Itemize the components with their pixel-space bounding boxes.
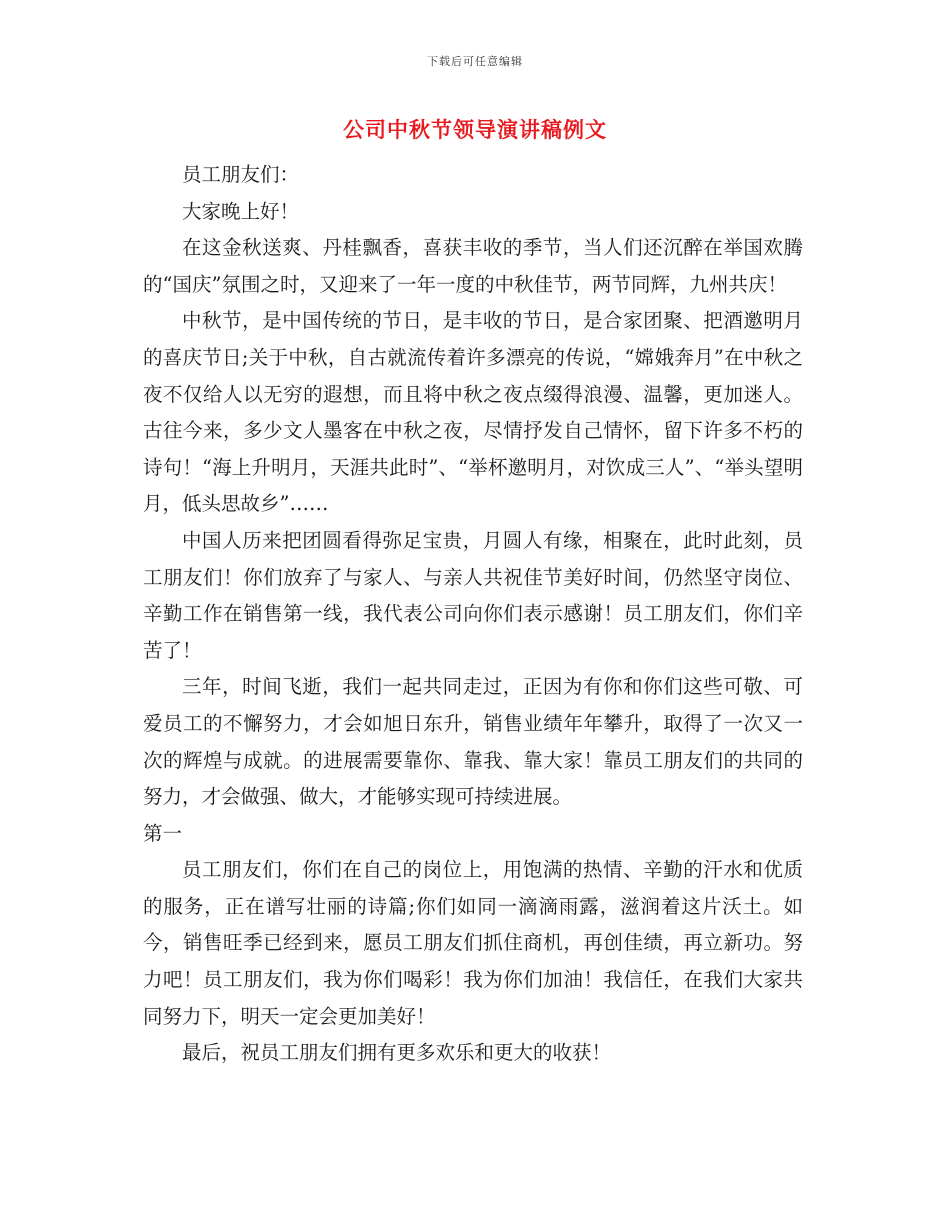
greeting: 大家晚上好！ bbox=[182, 199, 300, 223]
paragraph: 中国人历来把团圆看得弥足宝贵，月圆人有缘，相聚在，此时此刻，员工朋友们！你们放弃了与家人、与亲人共祝佳节美好时间，仍然坚守岗位、辛勤工作在销售第一线，我代表公司向你们表示感谢！员工朋友们，你们辛苦了！ bbox=[143, 528, 803, 662]
document-title: 公司中秋节领导演讲稿例文 bbox=[343, 117, 607, 142]
paragraph: 员工朋友们，你们在自己的岗位上，用饱满的热情、辛勤的汗水和优质的服务，正在谱写壮丽的诗篇;你们如同一滴滴雨露，滋润着这片沃土。如今，销售旺季已经到来，愿员工朋友们抓住商机，再创佳绩，再立新功。努力吧！员工朋友们，我为你们喝彩！我为你们加油！我信任，在我们大家共同努力下，明天一定会更加美好！ bbox=[143, 858, 803, 1028]
header-note: 下载后可任意编辑 bbox=[427, 55, 523, 68]
closing-paragraph: 最后，祝员工朋友们拥有更多欢乐和更大的收获！ bbox=[182, 1041, 612, 1065]
paragraph: 三年，时间飞逝，我们一起共同走过，正因为有你和你们这些可敬、可爱员工的不懈努力，才会如旭日东升，销售业绩年年攀升，取得了一次又一次的辉煌与成就。的进展需要靠你、靠我、靠大家！靠员工朋友们的共同的努力，才会做强、做大，才能够实现可持续进展。 bbox=[143, 675, 803, 809]
salutation: 员工朋友们： bbox=[182, 163, 300, 186]
document-body bbox=[143, 157, 803, 1072]
paragraph-fragment: 第一 bbox=[143, 821, 183, 845]
paragraph: 在这金秋送爽、丹桂飘香，喜获丰收的季节，当人们还沉醉在举国欢腾的“国庆”氛围之时，又迎来了一年一度的中秋佳节，两节同辉，九州共庆！ bbox=[143, 236, 803, 296]
paragraph: 中秋节，是中国传统的节日，是丰收的节日，是合家团聚、把酒邀明月的喜庆节日;关于中秋，自古就流传着许多漂亮的传说，“嫦娥奔月”在中秋之夜不仅给人以无穷的遐想，而且将中秋之夜点缀得浪漫、温馨，更加迷人。古往今来，多少文人墨客在中秋之夜，尽情抒发自己情怀，留下许多不朽的诗句！“海上升明月，天涯共此时”、“举杯邀明月，对饮成三人”、“举头望明月，低头思故乡”…… bbox=[143, 309, 803, 516]
